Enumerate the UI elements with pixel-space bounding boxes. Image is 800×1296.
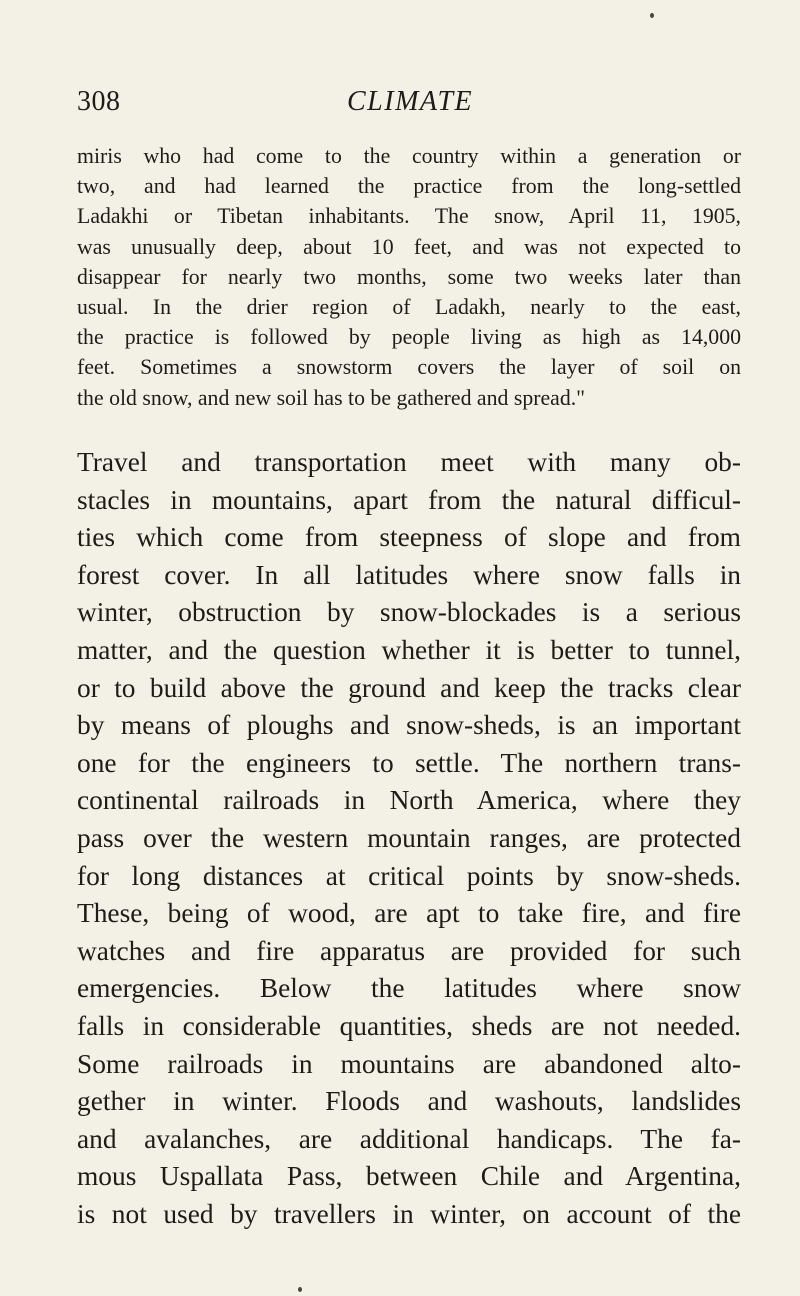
quoted-passage <box>77 141 741 413</box>
body-line: pass over the western mountain ranges, are protected <box>77 822 741 853</box>
quote-line: disappear for nearly two months, some two weeks later than <box>77 264 741 289</box>
body-line: stacles in mountains, apart from the natural difficul- <box>77 484 741 515</box>
body-line: gether in winter. Floods and washouts, landslides <box>77 1086 741 1117</box>
body-line: falls in considerable quantities, sheds are not needed. <box>77 1010 741 1041</box>
print-speck <box>650 13 654 18</box>
body-line: mous Uspallata Pass, between Chile and Argentina, <box>77 1161 741 1192</box>
body-line: matter, and the question whether it is better to tunnel, <box>77 634 741 665</box>
page-number: 308 <box>77 86 121 117</box>
body-line: for long distances at critical points by snow-sheds. <box>77 860 741 891</box>
body-line: is not used by travellers in winter, on account of the <box>77 1198 741 1229</box>
body-line: emergencies. Below the latitudes where snow <box>77 973 741 1004</box>
running-head: CLIMATE <box>347 86 474 117</box>
body-line: These, being of wood, are apt to take fire, and fire <box>77 898 741 929</box>
body-line: and avalanches, are additional handicaps. The fa- <box>77 1123 741 1154</box>
quote-line: Ladakhi or Tibetan inhabitants. The snow, April 11, 1905, <box>77 204 741 229</box>
quote-line: usual. In the drier region of Ladakh, nearly to the east, <box>77 295 741 320</box>
body-line: forest cover. In all latitudes where snow falls in <box>77 559 741 590</box>
quote-line: feet. Sometimes a snowstorm covers the layer of soil on <box>77 355 741 380</box>
body-line: Travel and transportation meet with many ob- <box>77 447 741 477</box>
quote-line: miris who had come to the country within a generation or <box>77 144 741 168</box>
body-line: ties which come from steepness of slope and from <box>77 522 741 553</box>
body-line: Some railroads in mountains are abandoned alto- <box>77 1048 741 1079</box>
body-line: winter, obstruction by snow-blockades is a serious <box>77 597 741 628</box>
quote-line: was unusually deep, about 10 feet, and was not expected to <box>77 234 741 259</box>
body-line: watches and fire apparatus are provided for such <box>77 935 741 966</box>
quote-line: the practice is followed by people living as high as 14,000 <box>77 325 741 350</box>
body-line: continental railroads in North America, where they <box>77 785 741 816</box>
body-paragraph <box>77 444 741 1233</box>
body-line: or to build above the ground and keep the tracks clear <box>77 672 741 703</box>
quote-line: the old snow, and new soil has to be gathered and spread." <box>77 385 586 410</box>
quote-line: two, and had learned the practice from the long-settled <box>77 174 741 199</box>
page-header <box>77 86 741 122</box>
body-line: by means of ploughs and snow-sheds, is an important <box>77 710 741 741</box>
body-line: one for the engineers to settle. The northern trans- <box>77 747 741 778</box>
print-speck <box>298 1287 302 1292</box>
